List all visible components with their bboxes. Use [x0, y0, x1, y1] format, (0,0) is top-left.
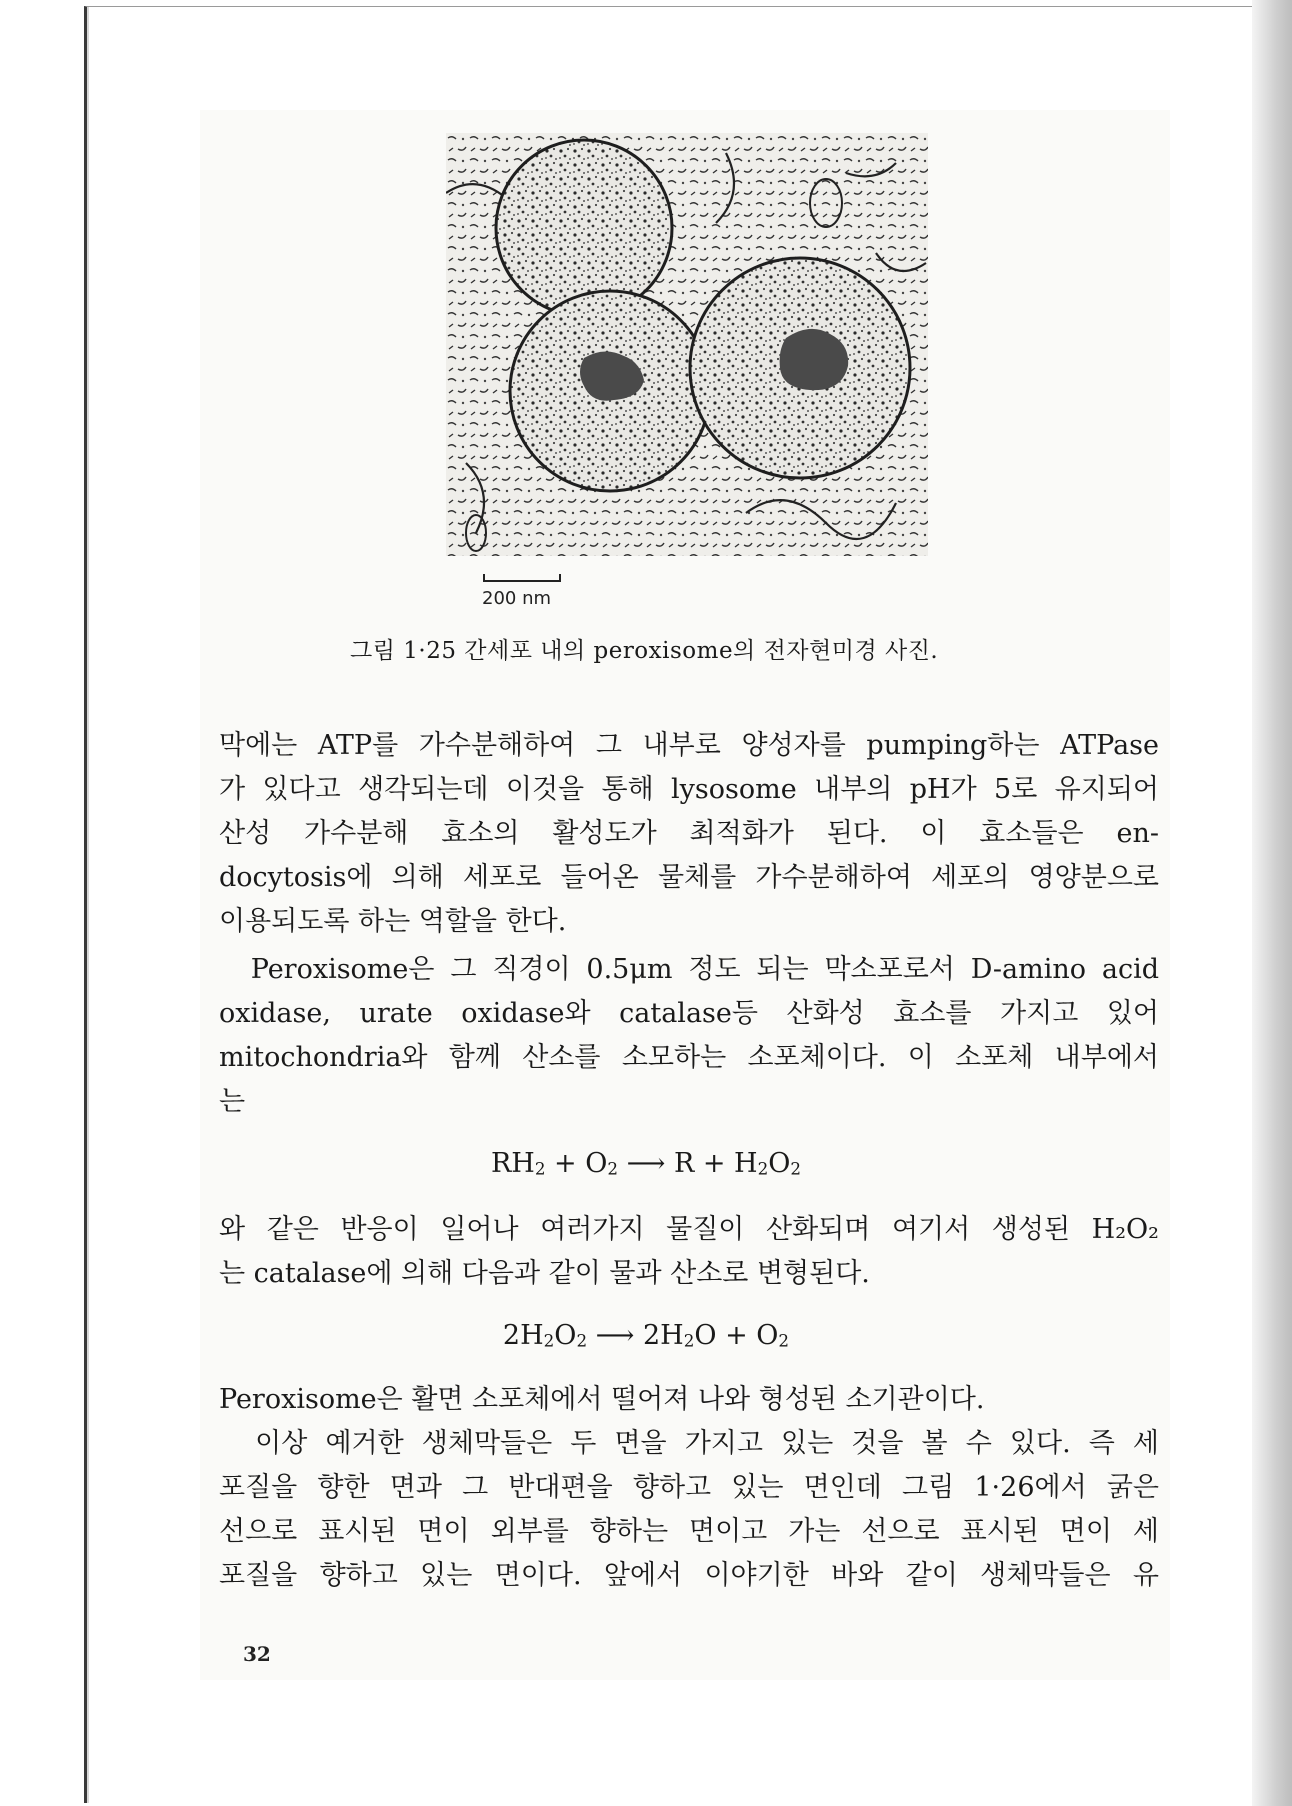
text-line: 막에는 ATP를 가수분해하여 그 내부로 양성자를 pumping하는 ATPase	[219, 730, 1159, 761]
eq1-rhs-b: O	[768, 1148, 791, 1179]
paragraph-3	[219, 1208, 1159, 1296]
text-line: Peroxisome은 활면 소포체에서 떨어져 나와 형성된 소기관이다.	[219, 1384, 985, 1415]
paragraph-1	[219, 724, 1159, 944]
eq1-sub: 2	[607, 1158, 619, 1179]
text-line: 선으로 표시된 면이 외부를 향하는 면이고 가는 선으로 표시된 면이 세	[219, 1516, 1159, 1547]
eq2-sub: 2	[543, 1330, 555, 1351]
eq2-sub: 2	[683, 1330, 695, 1351]
eq1-plus: + O	[545, 1148, 608, 1179]
figure-caption: 그림 1·25 간세포 내의 peroxisome의 전자현미경 사진.	[350, 638, 939, 664]
text-line: 이상 예거한 생체막들은 두 면을 가지고 있는 것을 볼 수 있다. 즉 세	[219, 1428, 1159, 1459]
text-line: 가 있다고 생각되는데 이것을 통해 lysosome 내부의 pH가 5로 유지되어	[219, 774, 1159, 805]
text-line: 포질을 향한 면과 그 반대편을 향하고 있는 면인데 그림 1·26에서 굵은	[219, 1472, 1159, 1503]
page-number: 32	[243, 1642, 271, 1666]
text-line: 는	[219, 1086, 246, 1117]
text-line: oxidase, urate oxidase와 catalase등 산화성 효소를 가지고 있어	[219, 998, 1159, 1029]
micrograph-image	[446, 133, 928, 556]
equation-2	[0, 1320, 1292, 1351]
eq2-sub: 2	[576, 1330, 588, 1351]
paragraph-2	[219, 948, 1159, 1124]
peroxisome-micrograph	[446, 133, 928, 556]
eq1-sub: 2	[534, 1158, 546, 1179]
paragraph-5	[219, 1422, 1159, 1598]
text-line: 산성 가수분해 효소의 활성도가 최적화가 된다. 이 효소들은 en-	[219, 818, 1159, 849]
eq2-b: O	[554, 1320, 577, 1351]
page-left-margin	[0, 0, 84, 1806]
eq1-sub: 2	[790, 1158, 802, 1179]
text-line: mitochondria와 함께 산소를 소모하는 소포체이다. 이 소포체 내부에서	[219, 1042, 1159, 1073]
text-line: 와 같은 반응이 일어나 여러가지 물질이 산화되며 여기서 생성된 H₂O₂	[219, 1214, 1159, 1245]
eq2-sub: 2	[778, 1330, 790, 1351]
eq1-rhs-a: R + H	[673, 1148, 758, 1179]
reaction-arrow: ⟶	[587, 1320, 643, 1351]
text-line: docytosis에 의해 세포로 들어온 물체를 가수분해하여 세포의 영양분으로	[219, 862, 1159, 893]
eq1-lhs-a: RH	[490, 1148, 535, 1179]
eq1-sub: 2	[757, 1158, 769, 1179]
text-line: 포질을 향하고 있는 면이다. 앞에서 이야기한 바와 같이 생체막들은 유	[219, 1560, 1159, 1591]
page-edge-shadow	[1252, 0, 1292, 1806]
equation-1	[0, 1148, 1292, 1179]
scale-bar	[483, 574, 561, 582]
eq2-a: 2H	[502, 1320, 544, 1351]
eq2-d: O + O	[694, 1320, 779, 1351]
text-line: 는 catalase에 의해 다음과 같이 물과 산소로 변형된다.	[219, 1258, 870, 1289]
paragraph-4	[219, 1378, 1159, 1422]
text-line: 이용되도록 하는 역할을 한다.	[219, 906, 567, 937]
eq2-c: 2H	[642, 1320, 684, 1351]
text-line: Peroxisome은 그 직경이 0.5μm 정도 되는 막소포로서 D-amino acid	[219, 954, 1159, 985]
scale-bar-label: 200 nm	[482, 588, 552, 609]
reaction-arrow: ⟶	[618, 1148, 674, 1179]
